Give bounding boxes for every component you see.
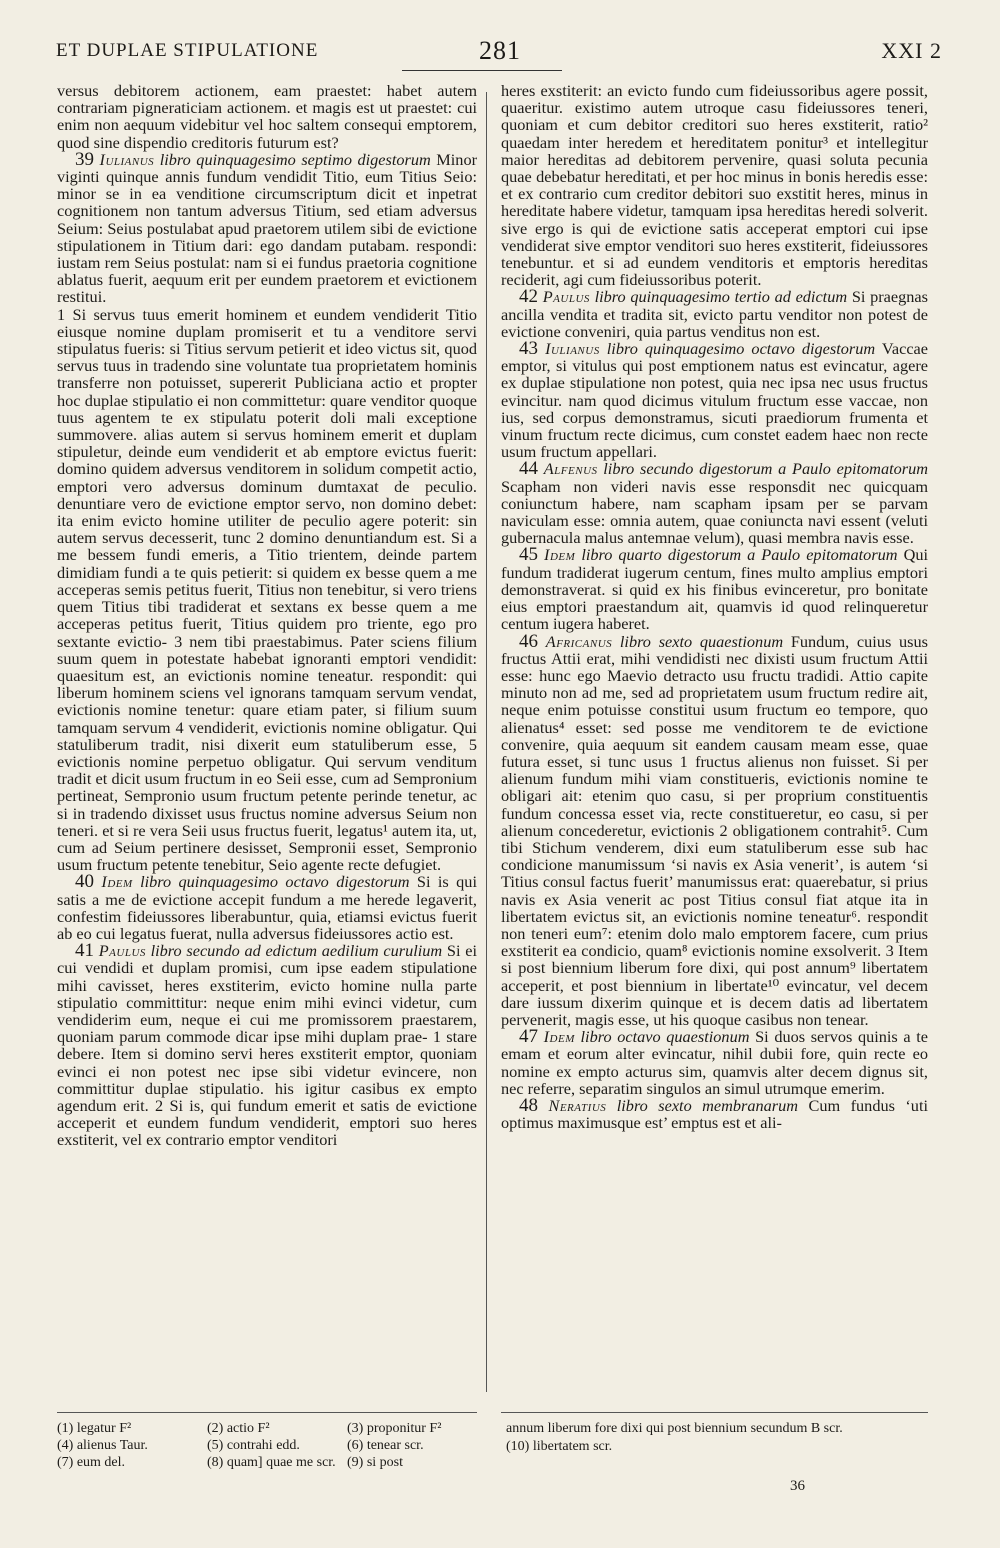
fragment-number: 41 bbox=[75, 940, 94, 962]
jurist-name: Idem bbox=[543, 1027, 575, 1047]
jurist-name: Iulianus bbox=[99, 149, 155, 169]
column-divider bbox=[486, 92, 487, 1392]
text-paragraph bbox=[501, 82, 928, 288]
fragment-40 bbox=[57, 873, 477, 942]
fragment-text: Si duos servos quinis a te emam et eorum alter evincatur, nihil dubii fore, quin recte eo nomine ex empto acturus sim, quamvis alter decem dignus sit, nec referre, separatim singulos an simul utrumque emerim. bbox=[501, 1027, 928, 1098]
fragment-44 bbox=[501, 460, 928, 546]
fragment-41 bbox=[57, 942, 477, 1148]
source-inscription: libro quarto digestorum a Paulo epitomatorum bbox=[581, 545, 898, 565]
source-inscription: libro secundo digestorum a Paulo epitomatorum bbox=[603, 459, 928, 479]
fragment-number: 44 bbox=[519, 458, 538, 480]
fragment-text: Minor viginti quinque annis fundum vendidit Titio, eum Titius Seio: minor se in ea venditione circumscriptum dicit et inpetrat cognitionem non tantum adversus Titium, sed etiam adversus Seium: Seius postulabat apud praetorem utilem sibi de evictione stipulationem in Titium dari: ego dandam putabam. respondi: iustam rem Seius postulat: nam si ei fundus praetoria cognitione ablatus fuerit, aequum erit per eundem praetorem et evictionem restitui. bbox=[57, 149, 477, 307]
fragment-42 bbox=[501, 288, 928, 340]
footnote: (2) actio F² bbox=[207, 1421, 270, 1436]
paragraph-text: heres exstiterit: an evicto fundo cum fideiussoribus agere possit, quaeritur. existimo autem utroque casu fideiussores teneri, quoniam et cum debitor creditori suo heres exstiterit, ratio² quaedam inter heredem et hereditatem ponitur³ et intellegitur maior hereditas ad debitorem pervenire, quasi soluta pecunia quae debebatur hereditati, et per hoc minus in bonis heredis esse: et ex contrario cum creditor debitori suo exstitit heres, minus in hereditate habere videtur, tamquam ipsa hereditas heredi solverit. sive ergo is qui de evictione satis acceperat emptori cui ipse vendiderat sive emptor venditori suo heres exstiterit, fideiussores tenebuntur. et si ad eundem venditoris et emptoris hereditas reciderit, agi cum fideiussoribus poterit. bbox=[501, 81, 928, 290]
text-paragraph bbox=[57, 82, 477, 151]
footnotes-right bbox=[506, 1420, 931, 1456]
footnote-row bbox=[57, 1437, 487, 1454]
fragment-46 bbox=[501, 630, 928, 1029]
fragment-number: 48 bbox=[519, 1094, 538, 1116]
footnote: (9) si post bbox=[347, 1455, 403, 1470]
header-rule bbox=[402, 70, 562, 71]
jurist-name: Alfenus bbox=[543, 459, 598, 479]
signature-mark: 36 bbox=[790, 1478, 805, 1494]
source-inscription: libro quinquagesimo octavo digestorum bbox=[606, 339, 876, 359]
jurist-name: Idem bbox=[544, 545, 576, 565]
source-inscription: libro sexto quaestionum bbox=[619, 631, 784, 651]
fragment-number: 47 bbox=[519, 1026, 538, 1048]
fragment-text: Cum fundus ‘uti optimus maximusque est’ emptus est et ali- bbox=[501, 1095, 928, 1133]
footnotes-left bbox=[57, 1420, 487, 1471]
fragment-number: 39 bbox=[75, 148, 94, 170]
running-head-right: XXI 2 bbox=[881, 38, 942, 63]
fragment-text: Qui fundum tradiderat iugerum centum, fines multo amplius emptori demonstraverat. si quid ex his finibus evinceretur, pro bonitate eius emptori praestandum ait, quamvis id quod relinqueretur centum iugera haberet. bbox=[501, 545, 929, 634]
footnote: (4) alienus Taur. bbox=[57, 1438, 148, 1453]
fragment-text: Si praegnas ancilla vendita et tradita sit, evicto partu venditor non potest de evictione conveniri, quia partus venditus non est. bbox=[501, 287, 928, 341]
footnote: annum liberum fore dixi qui post biennium secundum B scr. bbox=[506, 1421, 843, 1436]
jurist-name: Paulus bbox=[98, 941, 146, 961]
fragment-47 bbox=[501, 1028, 928, 1097]
paragraph-text: versus debitorem actionem, eam praestet: habet autem contrariam pigneraticiam actionem. et magis est ut praestet: cui enim non aequum videbitur vel hoc saltem consequi emptorem, quod sine dispendio creditoris futurum est? bbox=[57, 81, 477, 152]
left-column bbox=[57, 82, 477, 1149]
footnote: (7) eum del. bbox=[57, 1455, 126, 1470]
fragment-39 bbox=[57, 148, 477, 307]
footnote: (3) proponitur F² bbox=[347, 1421, 442, 1436]
fragment-43 bbox=[501, 340, 928, 460]
page-number: 281 bbox=[479, 36, 521, 65]
fragment-text: Scapham non videri navis esse responsdit nec quicquam coniunctum habere, nam scapham ipsam per se parvam naviculam esse: omnia autem, quae coniuncta navi essent (veluti gubernacula malus antemnae velum), quasi membra navis esse. bbox=[501, 476, 928, 548]
source-inscription: libro quinquagesimo octavo digestorum bbox=[140, 872, 410, 892]
footnote: (10) libertatem scr. bbox=[506, 1439, 613, 1454]
right-column bbox=[501, 82, 928, 1131]
fragment-45 bbox=[501, 546, 928, 632]
footnote-rule-left bbox=[57, 1412, 477, 1413]
footnote-row bbox=[57, 1454, 487, 1471]
fragment-text: Si is qui satis a me de evictione accepit fundum a me herede legaverit, confestim fideiussores liberabuntur, quia, etiamsi evictus fuerit ab eo cui legatus fuerat, nulla adversus fideiussores actio est. bbox=[57, 872, 477, 943]
fragment-text: Fundum, cuius usus fructus Attii erat, mihi vendidisti nec dixisti usum fructum Attii esse: hunc ego Maevio detracto usu fructu tradidi. Attio capite minuto non ad me, sed ad proprietatem usum fructum redire ait, neque enim potuisse constitui usum fructum eo tempore, quo alienatus⁴ esset: sed posse me venditorem te de evictione convenire, quia aequum sit eandem causam meam esse, quae futura esset, si tunc usus 1 fructus alienus non fuisset. Si per alienum fundum mihi viam constitueris, evictionis nomine te obligari ait: etenim quo casu, si per proprium constituentis fundum concessa esset via, recte constitueretur, eo casu, si per alienum concederetur, evictionis 2 obligationem contrahit⁵. Cum tibi Stichum venderem, dixi eum statuliberum esse sub hac condicione manumissum ‘si navis ex Asia venerit’, is autem ‘si Titius consul factus fuerit’ manumissus erat: quaerebatur, si prius navis ex Asia venerit ac post Titius consul fiat atque ita in libertatem evictus sit, an evictionis nomine teneatur⁶. respondit non teneri eum⁷: etenim dolo malo emptorem facere, cum prius exstiterit ea condicio, quam⁸ evictionis nomine exsolverit. 3 Item si post biennium liberum fore dixi, qui post annum⁹ libertatem acceperit, et post biennium in libertate¹⁰ evincatur, vel decem dare iussum dixerim quinque et is decem datis ad libertatem pervenerit, magis esse, ut his quoque casibus non tenear. bbox=[501, 631, 928, 1029]
fragment-number: 43 bbox=[519, 338, 538, 360]
jurist-name: Paulus bbox=[542, 287, 590, 307]
footnote: (8) quam] quae me scr. bbox=[207, 1455, 336, 1470]
footnote-row bbox=[57, 1420, 487, 1437]
fragment-number: 45 bbox=[519, 544, 538, 566]
footnote: (6) tenear scr. bbox=[347, 1438, 424, 1453]
jurist-name: Neratius bbox=[548, 1095, 607, 1115]
jurist-name: Africanus bbox=[545, 631, 613, 651]
jurist-name: Idem bbox=[101, 872, 133, 892]
fragment-number: 46 bbox=[519, 630, 538, 652]
paragraph-text: 1 Si servus tuus emerit hominem et eundem vendiderit Titio eiusque nomine duplam promiserit et tu a venditore servi stipulatus fueris: si Titius servum petierit et ideo victus sit, quod servus tuus in tradendo sine voluntate tua proprietatem hominis transferre non potuisset, supererit Publiciana actio et propter hoc duplae stipulatio ei non committetur: quare venditor quoque tuus agentem te ex stipulatu poterit doli mali exceptione summovere. alias autem si servus hominem emerit et duplam stipuletur, deinde eum vendiderit et ab emptore evictus fuerit: domino quidem adversus venditorem in solidum competit actio, emptori vero adversus dominum dumtaxat de peculio. denuntiare vero de evictione emptor servo, non domino debet: ita enim evicto homine utiliter de peculio agere poterit: sin autem servus decesserit, tunc 2 domino denuntiandum est. Si a me bessem fundi emeris, a Titio trientem, deinde partem dimidiam fundi a te quis petierit: si quidem ex besse quem a me acceperas semis petitus fuerit, Titius non tenebitur, si vero triens quem Titius tibi tradiderat et sextans ex besse quem a me acceperas petitus fuerit, Titius quidem pro triente, ego pro sextante evictio- 3 nem tibi praestabimus. Pater sciens filium suum quem in potestate habebat ignoranti emptori vendidit: quaesitum est, an evictionis nomine teneatur. respondit: qui liberum hominem sciens vel ignorans tamquam servum vendat, evictionis nomine tenetur: quare etiam pater, si filium suum tamquam servum 4 vendiderit, evictionis nomine obligatur. Qui statuliberum tradit, nisi dixerit eum statuliberum esse, 5 evictionis nomine perpetuo obligatur. Qui servum venditum tradit et dicit usum fructum in eo Seii esse, cum ad Sempronium pertineat, Sempronio usum fructum petente perinde tenetur, ac si in tradendo dixisset usus fructus nomine adversus Seium non teneri. et si re vera Seii usus fructus fuerit, legatus¹ autem ita, ut, cum ad Seium pertinere desisset, Sempronii esset, Sempronio usum fructum petente tenebitur, Seio agente recte defugiet. bbox=[57, 304, 477, 875]
fragment-number: 42 bbox=[519, 286, 538, 308]
jurist-name: Iulianus bbox=[545, 339, 600, 359]
fragment-text: Si ei cui vendidi et duplam promisi, cum ipse eadem stipulatione mihi cavisset, heres exstiterim, evicto homine nulla parte stipulatio committitur: neque enim mihi evinci videtur, cum vendiderim eum, neque ei cui me promissorem praestarem, quoniam parum commode dicar ipse mihi duplam prae- 1 stare debere. Item si domino servi heres exstiterit emptor, quoniam evinci ei non potest nec ipse sibi videtur evincere, non committitur duplae stipulatio. his igitur casibus ex empto agendum erit. 2 Si is, qui fundum emerit et satis de evictione acceperit et eundem fundum vendiderit, emptori suo heres exstiterit, vel ex contrario emptor venditori bbox=[57, 941, 477, 1150]
footnote: (1) legatur F² bbox=[57, 1421, 132, 1436]
text-paragraph bbox=[57, 306, 477, 874]
source-inscription: libro sexto membranarum bbox=[616, 1095, 799, 1115]
running-head-left: ET DUPLAE STIPULATIONE bbox=[56, 40, 319, 61]
source-inscription: libro quinquagesimo septimo digestorum bbox=[159, 149, 431, 169]
fragment-text: Vaccae emptor, si vitulus qui post emptionem natus est evincatur, agere ex duplae stipulatione non potest, quia nec ipsa nec usus fructus evincitur. nam quod dicimus vitulum fructum esse vaccae, non ius, sed corpus demonstramus, sicuti praediorum frumenta et vinum fructum recte dicimus, cum constet eadem haec non recte usum fructum appellari. bbox=[501, 339, 929, 462]
fragment-number: 40 bbox=[75, 871, 94, 893]
source-inscription: libro octavo quaestionum bbox=[580, 1027, 750, 1047]
footnote: (5) contrahi edd. bbox=[207, 1438, 300, 1453]
source-inscription: libro quinquagesimo tertio ad edictum bbox=[594, 287, 848, 307]
fragment-48 bbox=[501, 1094, 928, 1133]
source-inscription: libro secundo ad edictum aedilium curulium bbox=[150, 941, 443, 961]
footnote-rule-right bbox=[501, 1412, 928, 1413]
